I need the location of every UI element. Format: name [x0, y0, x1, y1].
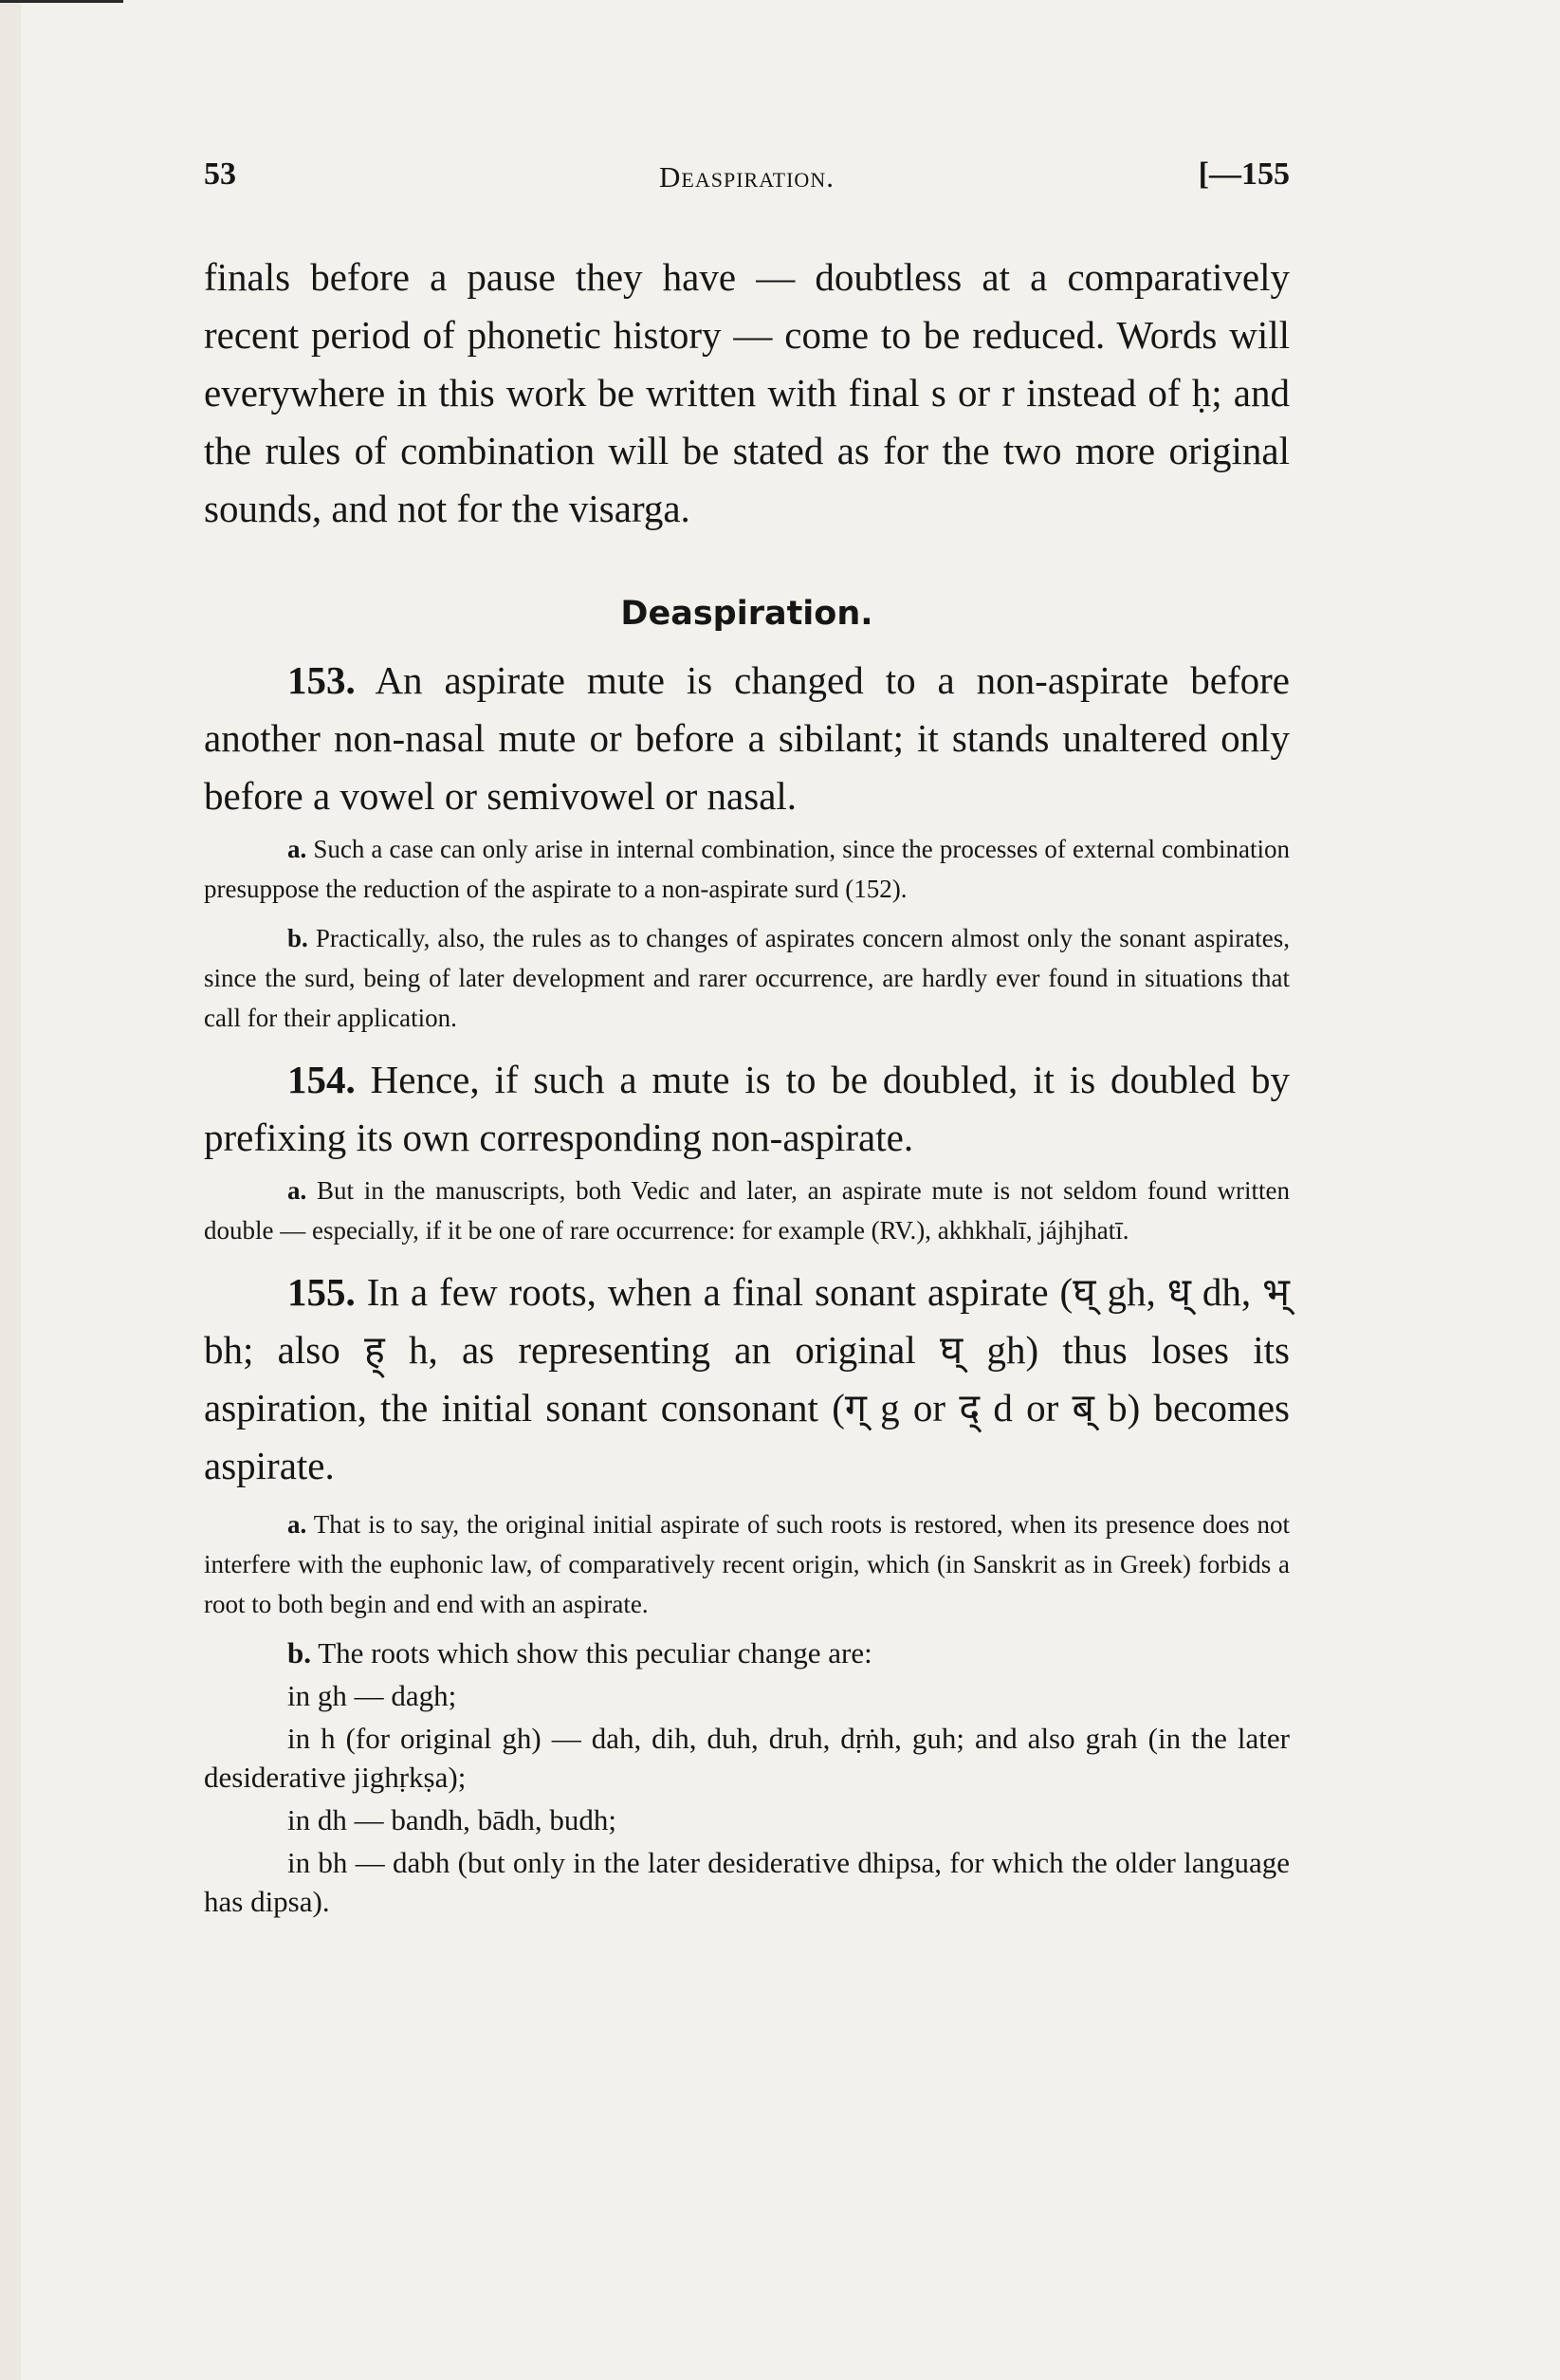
- note-text: Practically, also, the rules as to changes of aspirates concern almost only the sonant aspirates, since the surd, being of later development and rarer occurrence, are hardly ever found in situations that call for their application.: [204, 924, 1290, 1032]
- intro-paragraph: finals before a pause they have — doubtless at a comparatively recent period of phonetic history — come to be reduced. Words will everywhere in this work be written with final s or r instead of ḥ; and the rules of combination will be stated as for the two more original sounds, and not for the visarga.: [204, 255, 1290, 530]
- section-heading: Deaspiration.: [620, 595, 873, 633]
- note-text: Such a case can only arise in internal combination, since the processes of external combination presuppose the reduction of the aspirate to a non-aspirate surd (152).: [204, 835, 1291, 903]
- note-153b: [204, 918, 1290, 1038]
- paragraph-155: [204, 1264, 1290, 1495]
- paragraph-153: [204, 652, 1290, 825]
- top-rule: [0, 0, 123, 3]
- page-number: 53: [204, 157, 236, 192]
- section-reference: [—155: [1198, 157, 1290, 192]
- root-list-item: in gh — dagh;: [287, 1679, 457, 1712]
- note-label: a.: [287, 1510, 307, 1539]
- paragraph-number: 153.: [287, 658, 356, 702]
- root-list-item: in dh — bandh, bādh, budh;: [287, 1803, 616, 1836]
- note-153a: [204, 829, 1290, 909]
- page-body: [204, 249, 1290, 1921]
- paragraph-text: In a few roots, when a final sonant aspirate (घ् gh, ध् dh, भ् bh; also ह् h, as representing an original घ् gh) thus loses its aspiration, the initial sonant consonant (ग् g or द् d or ब् b) becomes aspirate.: [204, 1270, 1291, 1487]
- note-154a: [204, 1171, 1290, 1250]
- root-list-item: in bh — dabh (but only in the later desiderative dhipsa, for which the older language has dipsa).: [204, 1846, 1290, 1918]
- note-text: But in the manuscripts, both Vedic and later, an aspirate mute is not seldom found written double — especially, if it be one of rare occurrence: for example (RV.), akhkhalī, jájhjhatī.: [204, 1176, 1291, 1245]
- note-label: b.: [287, 924, 308, 952]
- paragraph-154: [204, 1051, 1290, 1167]
- note-text: The roots which show this peculiar change are:: [318, 1636, 872, 1670]
- note-155b: [204, 1633, 1290, 1672]
- page-edge-shadow: [0, 0, 21, 2380]
- note-text: That is to say, the original initial aspirate of such roots is restored, when its presence does not interfere with the euphonic law, of comparatively recent origin, which (in Sanskrit as in Greek) forbids a root to both begin and end with an aspirate.: [204, 1510, 1290, 1618]
- paragraph-text: An aspirate mute is changed to a non-aspirate before another non-nasal mute or before a sibilant; it stands unaltered only before a vowel or semivowel or nasal.: [204, 658, 1290, 818]
- paragraph-number: 155.: [287, 1270, 356, 1314]
- note-155a: [204, 1504, 1290, 1624]
- note-label: a.: [287, 835, 307, 863]
- note-label: a.: [287, 1176, 307, 1205]
- paragraph-number: 154.: [287, 1058, 356, 1101]
- running-title: Deaspiration.: [659, 160, 835, 194]
- paragraph-text: Hence, if such a mute is to be doubled, it is doubled by prefixing its own corresponding non-aspirate.: [204, 1058, 1291, 1159]
- note-label: b.: [287, 1636, 311, 1670]
- running-header: [204, 157, 1290, 204]
- root-list-item: in h (for original gh) — dah, dih, duh, druh, dṛṅh, guh; and also grah (in the later desiderative jighṛkṣa);: [204, 1722, 1290, 1794]
